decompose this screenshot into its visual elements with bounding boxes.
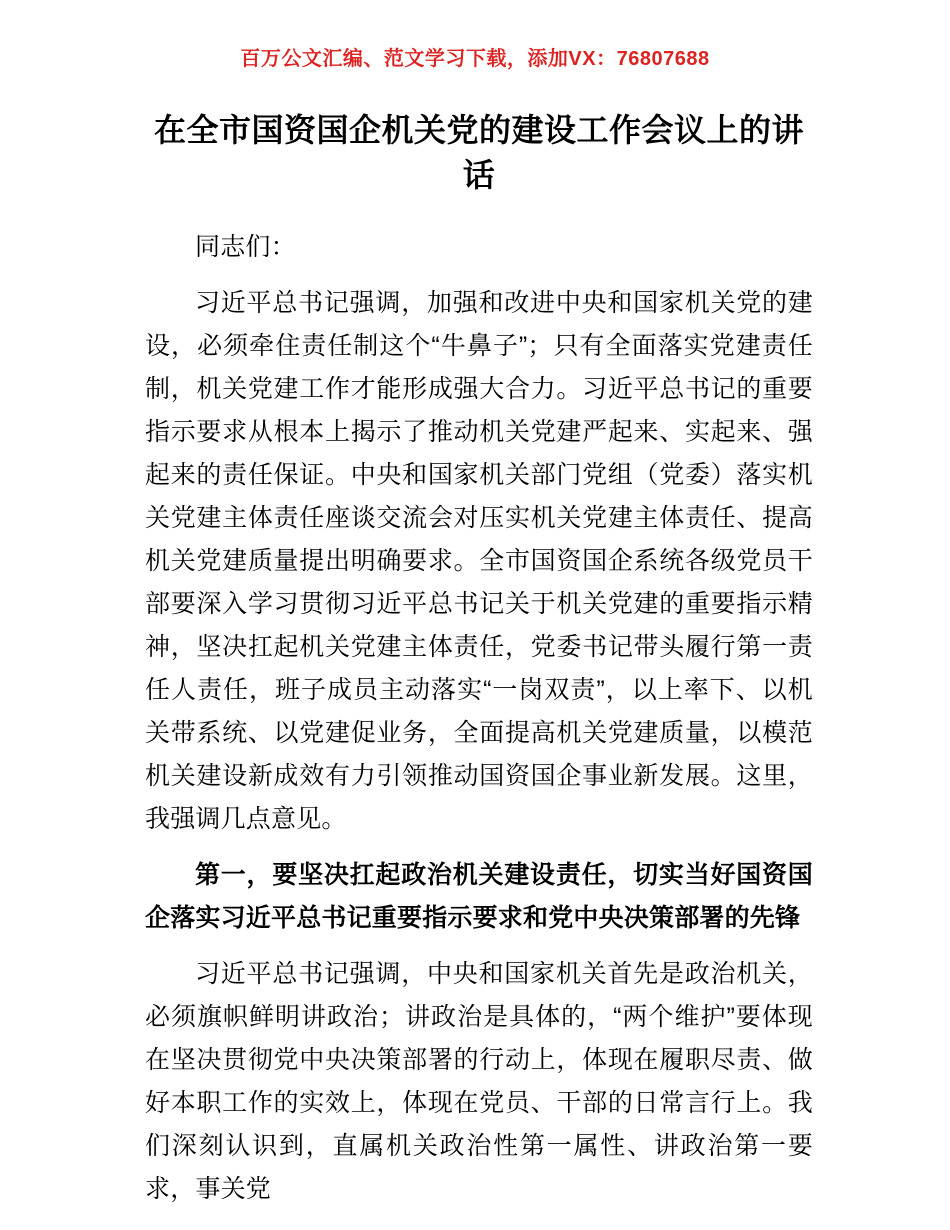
promo-watermark-header (0, 44, 950, 74)
body-paragraph-1: 习近平总书记强调，加强和改进中央和国家机关党的建设，必须牵住责任制这个“牛鼻子”；只有全面落实党建责任制，机关党建工作才能形成强大合力。习近平总书记的重要指示要求从根本上揭示了推动机关党建严起来、实起来、强起来的责任保证。中央和国家机关部门党组（党委）落实机关党建主体责任座谈交流会对压实机关党建主体责任、提高机关党建质量提出明确要求。全市国资国企系统各级党员干部要深入学习贯彻习近平总书记关于机关党建的重要指示精神，坚决扛起机关党建主体责任，党委书记带头履行第一责任人责任，班子成员主动落实“一岗双责”，以上率下、以机关带系统、以党建促业务，全面提高机关党建质量，以模范机关建设新成效有力引领推动国资国企事业新发展。这里，我强调几点意见。 (145, 289, 813, 833)
promo-watermark-text: 百万公文汇编、范文学习下载，添加VX：76807688 (240, 48, 710, 70)
salutation: 同志们： (195, 233, 296, 261)
page-title: 在全市国资国企机关党的建设工作会议上的讲话 (153, 112, 804, 193)
body-paragraph-2: 习近平总书记强调，中央和国家机关首先是政治机关，必须旗帜鲜明讲政治；讲政治是具体的，“两个维护”要体现在坚决贯彻党中央决策部署的行动上，体现在履职尽责、做好本职工作的实效上，体现在党员、干部的日常言行上。我们深刻认识到，直属机关政治性第一属性、讲政治第一要求，事关党 (145, 960, 813, 1203)
document-content (145, 108, 813, 1211)
section-heading-1: 第一，要坚决扛起政治机关建设责任，切实当好国资国企落实习近平总书记重要指示要求和党中央决策部署的先锋 (145, 861, 813, 932)
